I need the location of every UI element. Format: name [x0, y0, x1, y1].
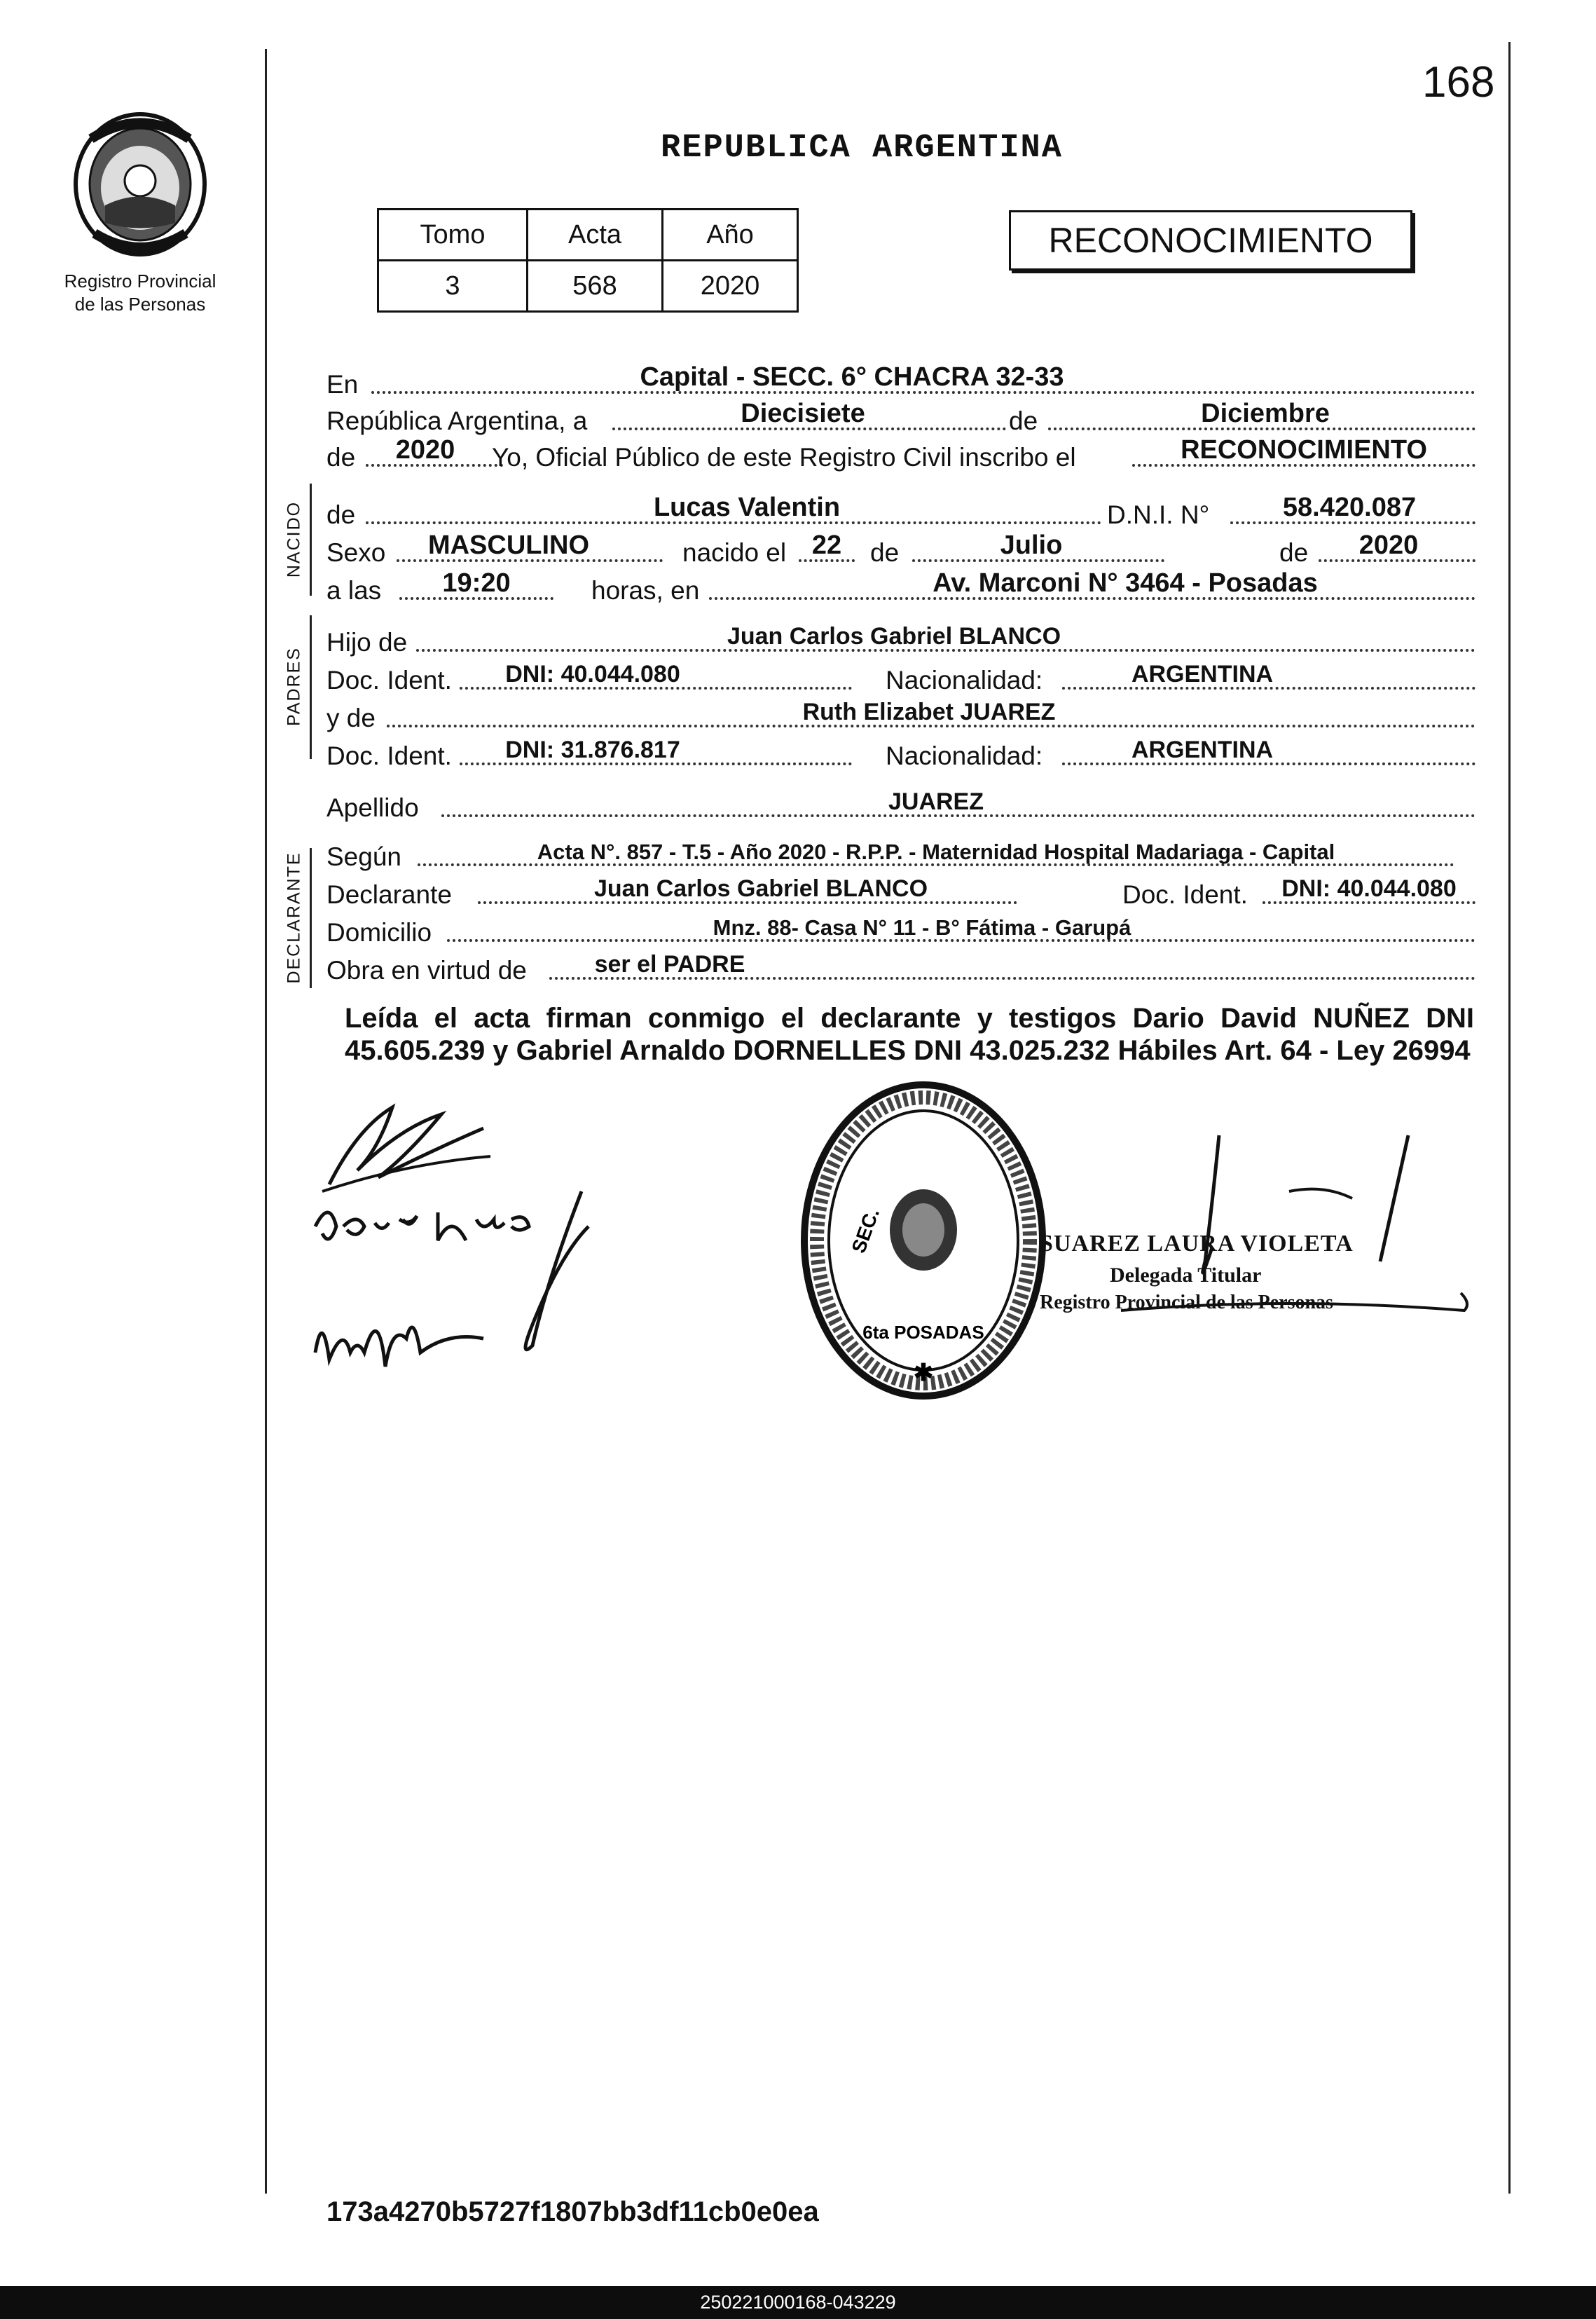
label-nacionalidad: Nacionalidad: — [886, 741, 1043, 770]
value-dni: 58.420.087 — [1282, 493, 1417, 522]
value-lugar-nac: Av. Marconi N° 3464 - Posadas — [933, 568, 1318, 598]
value-padre: Juan Carlos Gabriel BLANCO — [727, 623, 1061, 650]
value-lugar: Capital - SECC. 6° CHACRA 32-33 — [640, 362, 1064, 392]
row-segun — [326, 835, 1475, 872]
tomo-acta-table — [377, 208, 799, 313]
value-madre-doc: DNI: 31.876.817 — [505, 737, 680, 763]
declarante-signature — [315, 1086, 497, 1198]
acta-value: 568 — [528, 261, 663, 312]
document-title: REPUBLICA ARGENTINA — [661, 130, 1063, 167]
label-en: En — [326, 370, 359, 399]
row-fecha — [326, 399, 1475, 436]
value-obra: ser el PADRE — [594, 951, 745, 978]
right-margin-line — [1508, 42, 1511, 2194]
tipo-acta-box: RECONOCIMIENTO — [1009, 210, 1412, 271]
value-declarante-doc: DNI: 40.044.080 — [1281, 875, 1457, 902]
acta-header: Acta — [528, 210, 663, 261]
padres-bracket — [310, 615, 312, 759]
value-anio: 2020 — [395, 435, 455, 465]
value-dia: Diecisiete — [741, 399, 865, 428]
label-apellido: Apellido — [326, 793, 419, 822]
registro-line-1: Registro Provincial — [64, 271, 216, 292]
footer-code: 250221000168-043229 — [0, 2286, 1596, 2319]
label-republica: República Argentina, a — [326, 406, 588, 435]
label-doc-ident: Doc. Ident. — [326, 741, 452, 770]
label-de: de — [870, 538, 900, 567]
witness-dornelles-signature — [308, 1297, 490, 1388]
label-nacido-el: nacido el — [682, 538, 787, 567]
page-number: 168 — [1422, 58, 1495, 107]
label-de: de — [1009, 406, 1038, 435]
label-dni: D.N.I. N° — [1107, 500, 1210, 529]
label-nacionalidad: Nacionalidad: — [886, 666, 1043, 695]
registro-line-2: de las Personas — [74, 294, 206, 315]
left-margin-line — [265, 49, 267, 2194]
nacido-side-label: NACIDO — [284, 500, 304, 578]
label-de: de — [326, 500, 356, 529]
row-declarante — [326, 873, 1475, 910]
registro-provincial-label — [42, 270, 238, 316]
value-nac-dia: 22 — [811, 531, 842, 560]
value-apellido: JUAREZ — [888, 788, 984, 815]
label-doc-ident: Doc. Ident. — [326, 666, 452, 695]
label-sexo: Sexo — [326, 538, 386, 567]
svg-text:SEC.: SEC. — [847, 1205, 883, 1257]
value-nac-mes: Julio — [1000, 531, 1063, 560]
row-hora — [326, 569, 1475, 606]
row-padre — [326, 621, 1475, 657]
row-apellido — [326, 786, 1475, 823]
value-padre-doc: DNI: 40.044.080 — [505, 661, 680, 688]
official-org: Registro Provincial de las Personas — [1040, 1292, 1333, 1313]
label-a-las: a las — [326, 576, 382, 605]
label-hijo-de: Hijo de — [326, 628, 408, 657]
row-madre — [326, 697, 1475, 733]
row-sexo — [326, 531, 1475, 568]
nacido-bracket — [310, 484, 312, 596]
label-domicilio: Domicilio — [326, 918, 432, 947]
value-segun: Acta N°. 857 - T.5 - Año 2020 - R.P.P. - Maternidad Hospital Madariaga - Capital — [537, 840, 1335, 864]
row-nombre — [326, 493, 1475, 530]
value-nac-anio: 2020 — [1358, 531, 1419, 560]
svg-text:6ta POSADAS: 6ta POSADAS — [862, 1322, 984, 1343]
value-sexo: MASCULINO — [427, 531, 590, 560]
label-de: de — [1279, 538, 1309, 567]
value-madre-nac: ARGENTINA — [1131, 737, 1274, 763]
row-padre-doc — [326, 659, 1475, 695]
value-madre: Ruth Elizabet JUAREZ — [802, 699, 1056, 725]
row-en — [326, 363, 1475, 399]
anio-header: Año — [663, 210, 798, 261]
value-padre-nac: ARGENTINA — [1131, 661, 1274, 688]
value-hora: 19:20 — [442, 568, 511, 598]
label-y-de: y de — [326, 704, 376, 732]
row-madre-doc — [326, 734, 1475, 771]
label-horas-en: horas, en — [591, 576, 700, 605]
value-declarante: Juan Carlos Gabriel BLANCO — [593, 875, 928, 902]
label-de: de — [326, 443, 356, 472]
document-hash: 173a4270b5727f1807bb3df11cb0e0ea — [326, 2196, 819, 2227]
label-declarante: Declarante — [326, 880, 452, 909]
value-nombre: Lucas Valentin — [653, 493, 841, 522]
official-name: SUAREZ LAURA VIOLETA — [1040, 1231, 1354, 1257]
row-domicilio — [326, 911, 1475, 948]
closing-statement: Leída el acta firman conmigo el declarante y testigos Dario David NUÑEZ DNI 45.605.239 y Gabriel Arnaldo DORNELLES DNI 43.025.232 Hábiles Art. 64 - Ley 26994 — [345, 1003, 1474, 1066]
svg-text:✱: ✱ — [913, 1360, 934, 1386]
row-obra — [326, 949, 1475, 985]
tomo-header: Tomo — [378, 210, 528, 261]
label-obra: Obra en virtud de — [326, 956, 527, 985]
label-segun: Según — [326, 842, 401, 871]
value-tipo: RECONOCIMIENTO — [1181, 435, 1427, 465]
provincia-logo — [70, 111, 210, 258]
official-role: Delegada Titular — [1110, 1264, 1262, 1287]
value-domicilio: Mnz. 88- Casa N° 11 - B° Fátima - Garupá — [713, 915, 1131, 940]
anio-value: 2020 — [663, 261, 798, 312]
official-seal — [797, 1079, 1050, 1402]
value-mes: Diciembre — [1201, 399, 1330, 428]
row-inscribo — [326, 436, 1475, 472]
declarante-side-label: DECLARANTE — [284, 851, 304, 984]
tomo-value: 3 — [378, 261, 528, 312]
label-doc-ident: Doc. Ident. — [1122, 880, 1248, 909]
declarante-bracket — [310, 848, 312, 988]
padres-side-label: PADRES — [284, 647, 304, 726]
label-yo: Yo, Oficial Público de este Registro Civil inscribo el — [492, 443, 1076, 472]
